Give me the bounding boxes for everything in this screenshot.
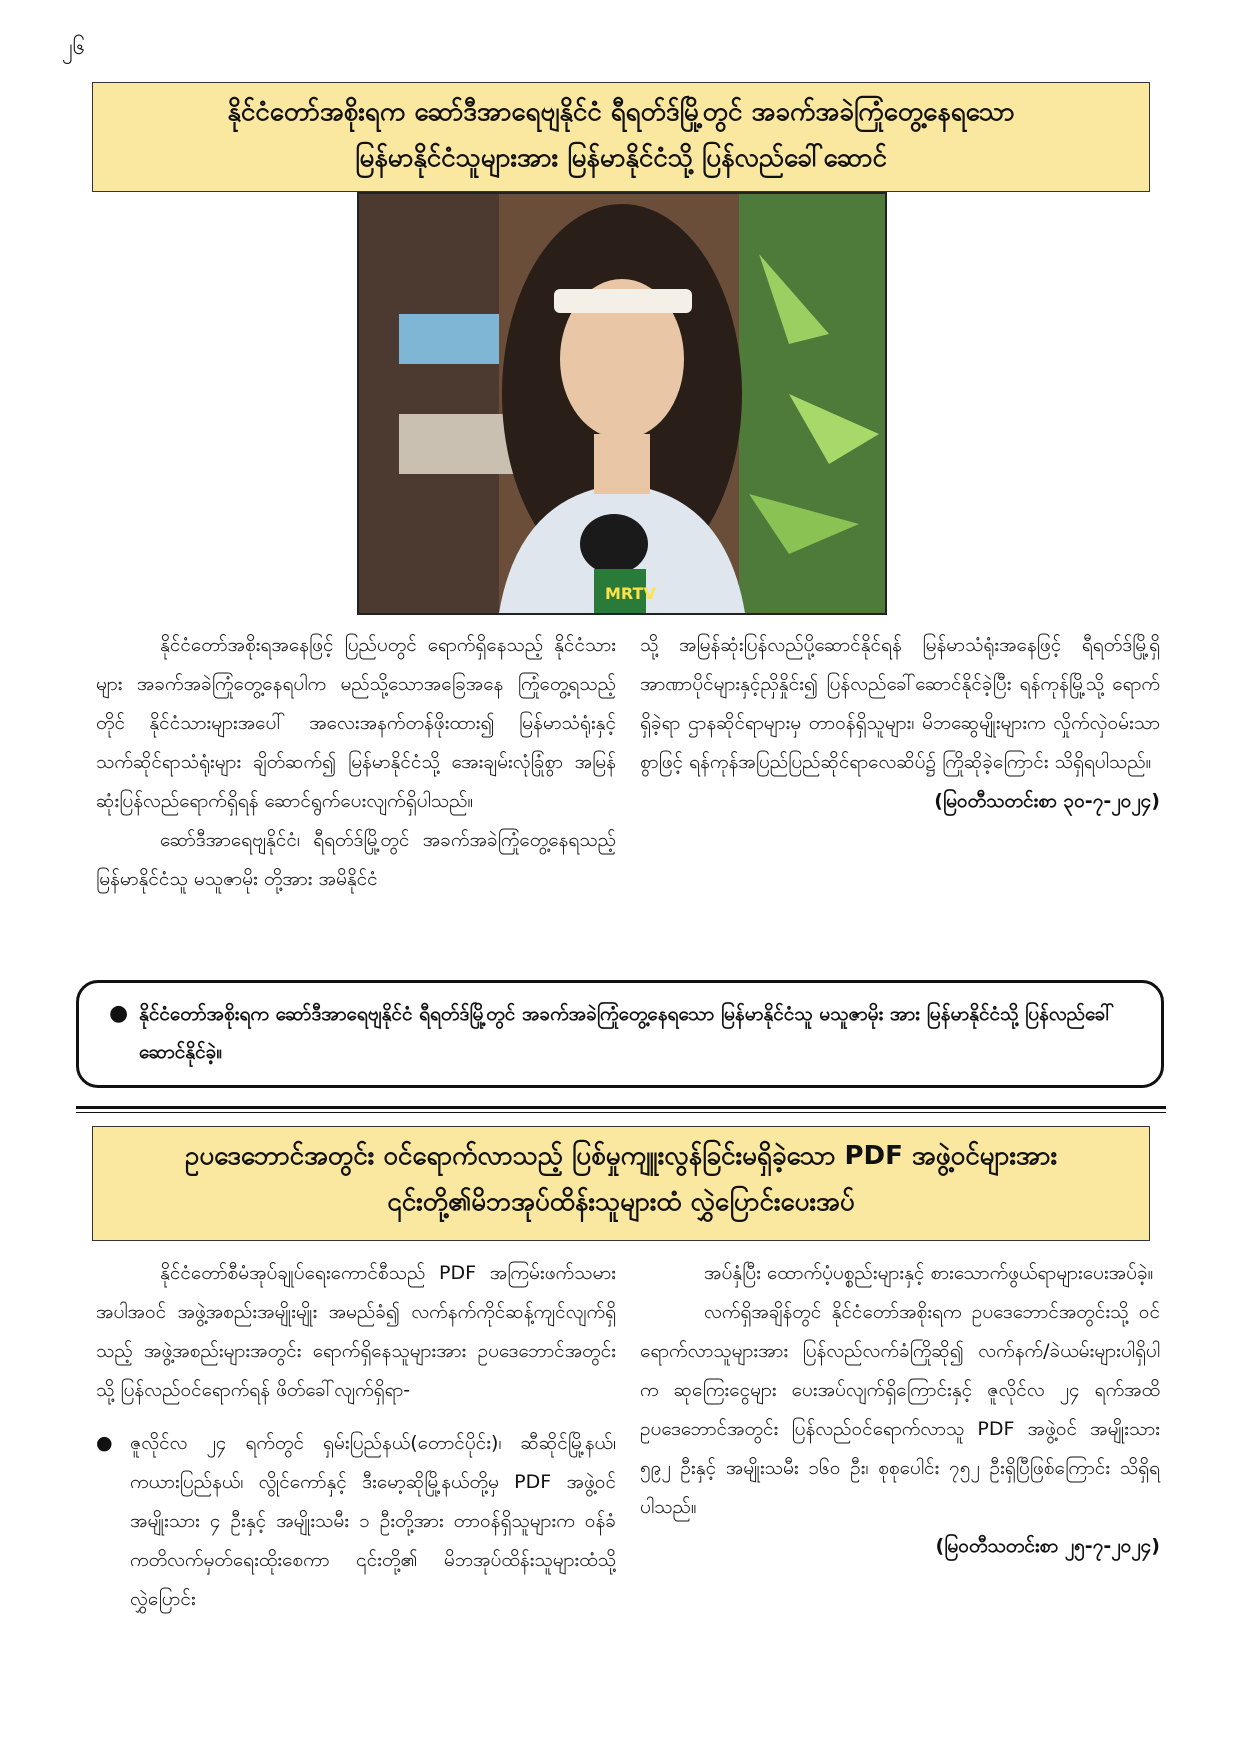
article2-headline-line1: ဥပဒေဘောင်အတွင်း ဝင်ရောက်လာသည့် ပြစ်မှုကျူးလွန်ခြင်းမရှိခဲ့သော PDF အဖွဲ့ဝင်များအား (184, 1141, 1058, 1171)
article2-right-paragraph-1: အပ်နှံပြီး ထောက်ပံ့ပစ္စည်းများနှင့် စားသောက်ဖွယ်ရာများပေးအပ်ခဲ့။ (704, 1262, 1154, 1284)
article1-headline (92, 82, 1150, 192)
article1-headline-line1: နိုင်ငံတော်အစိုးရက ဆော်ဒီအာရေဗျနိုင်ငံ ရီရတ်ဒ်မြို့တွင် အခက်အခဲကြုံတွေ့နေရသော (227, 97, 1015, 127)
section-divider (76, 1106, 1166, 1109)
bullet-icon: ● (109, 1001, 129, 1026)
article1-headline-line2: မြန်မာနိုင်ငံသူများအား မြန်မာနိုင်ငံသို့ ပြန်လည်ခေါ်ဆောင် (355, 143, 887, 173)
article2-left-bullet: ဇူလိုင်လ ၂၄ ရက်တွင် ရှမ်းပြည်နယ်(တောင်ပိုင်း)၊ ဆီဆိုင်မြို့နယ်၊ ကယားပြည်နယ်၊ လွိုင်ကော်နှင့် ဒီးမော့ဆိုမြို့နယ်တို့မှ PDF အဖွဲ့ဝင် အမျိုးသား ၄ ဦးနှင့် အမျိုးသမီး ၁ ဦးတို့အား တာဝန်ရှိသူများက ဝန်ခံကတိလက်မှတ်ရေးထိုးစေကာ ၎င်းတို့၏ မိဘအုပ်ထိန်းသူများထံသို့ လွှဲပြောင်း (130, 1432, 616, 1610)
article2-source: (မြဝတီသတင်းစာ ၂၅-၇-၂၀၂၄) (935, 1535, 1160, 1557)
article1-photo (357, 192, 887, 615)
page-number: ၂၆ (62, 35, 86, 60)
article1-left-paragraph-1: နိုင်ငံတော်အစိုးရအနေဖြင့် ပြည်ပတွင် ရောက်ရှိနေသည့် နိုင်ငံသားများ အခက်အခဲကြုံတွေ့နေရပါက မည်သို့သောအခြေအနေ ကြုံတွေ့ရသည့်တိုင် နိုင်ငံသားများအပေါ် အလေးအနက်တန်ဖိုးထား၍ မြန်မာသံရုံးနှင့် သက်ဆိုင်ရာသံရုံးများ ချိတ်ဆက်၍ မြန်မာနိုင်ငံသို့ အေးချမ်းလုံခြုံစွာ အမြန်ဆုံးပြန်လည်ရောက်ရှိရန် ဆောင်ရွက်ပေးလျက်ရှိပါသည်။ (96, 634, 616, 812)
article2-headline (92, 1126, 1150, 1241)
article2-right-column (640, 1254, 1160, 1566)
summary-box (76, 980, 1164, 1088)
article1-right-column (640, 626, 1160, 821)
portrait-image (359, 194, 885, 613)
article2-headline-line2: ၎င်းတို့၏မိဘအုပ်ထိန်းသူများထံ လွှဲပြောင်းပေးအပ် (387, 1187, 855, 1217)
article1-left-column (96, 626, 616, 899)
article2-left-column (96, 1254, 616, 1619)
article1-source: (မြဝတီသတင်းစာ ၃၀-၇-၂၀၂၄) (934, 790, 1160, 812)
article2-left-paragraph-1: နိုင်ငံတော်စီမံအုပ်ချုပ်ရေးကောင်စီသည် PDF အကြမ်းဖက်သမားအပါအဝင် အဖွဲ့အစည်းအမျိုးမျိုး အမည်ခံ၍ လက်နက်ကိုင်ဆန့်ကျင်လျက်ရှိသည့် အဖွဲ့အစည်းများအတွင်း ရောက်ရှိနေသူများအား ဥပဒေဘောင်အတွင်းသို့ ပြန်လည်ဝင်ရောက်ရန် ဖိတ်ခေါ်လျက်ရှိရာ- (96, 1262, 616, 1401)
mrtv-logo-text: MRTV (605, 584, 656, 603)
article1-right-paragraph-1: သို့ အမြန်ဆုံးပြန်လည်ပို့ဆောင်နိုင်ရန် မြန်မာသံရုံးအနေဖြင့် ရီရတ်ဒ်မြို့ရှိ အာဏာပိုင်များနှင့်ညှိနှိုင်း၍ ပြန်လည်ခေါ်ဆောင်နိုင်ခဲ့ပြီး ရန်ကုန်မြို့သို့ ရောက်ရှိခဲ့ရာ ဌာနဆိုင်ရာများမှ တာဝန်ရှိသူများ၊ မိဘဆွေမျိုးများက လှိုက်လှဲဝမ်းသာစွာဖြင့် ရန်ကုန်အပြည်ပြည်ဆိုင်ရာလေဆိပ်၌ ကြိုဆိုခဲ့ကြောင်း သိရှိရပါသည်။ (640, 634, 1160, 773)
section-divider-thin (76, 1112, 1166, 1113)
summary-bullet-text: နိုင်ငံတော်အစိုးရက ဆော်ဒီအာရေဗျနိုင်ငံ ရီရတ်ဒ်မြို့တွင် အခက်အခဲကြုံတွေ့နေရသော မြန်မာနိုင်ငံသူ မသူဇာမိုး အား မြန်မာနိုင်ငံသို့ ပြန်လည်ခေါ်ဆောင်နိုင်ခဲ့။ (139, 1003, 1114, 1063)
article2-right-paragraph-2: လက်ရှိအချိန်တွင် နိုင်ငံတော်အစိုးရက ဥပဒေဘောင်အတွင်းသို့ ဝင်ရောက်လာသူများအား ပြန်လည်လက်ခံကြိုဆို၍ လက်နက်/ခဲယမ်းများပါရှိပါက ဆုကြေးငွေများ ပေးအပ်လျက်ရှိကြောင်းနှင့် ဇူလိုင်လ ၂၄ ရက်အထိ ဥပဒေဘောင်အတွင်း ပြန်လည်ဝင်ရောက်လာသူ PDF အဖွဲ့ဝင် အမျိုးသား ၅၉၂ ဦးနှင့် အမျိုးသမီး ၁၆၀ ဦး၊ စုစုပေါင်း ၇၅၂ ဦးရှိပြီဖြစ်ကြောင်း သိရှိရပါသည်။ (640, 1301, 1160, 1518)
bullet-icon: ● (96, 1432, 113, 1454)
article1-left-paragraph-2: ဆော်ဒီအာရေဗျနိုင်ငံ၊ ရီရတ်ဒ်မြို့တွင် အခက်အခဲကြုံတွေ့နေရသည့် မြန်မာနိုင်ငံသူ မသူဇာမိုး တို့အား အမိနိုင်ငံ (96, 829, 616, 890)
